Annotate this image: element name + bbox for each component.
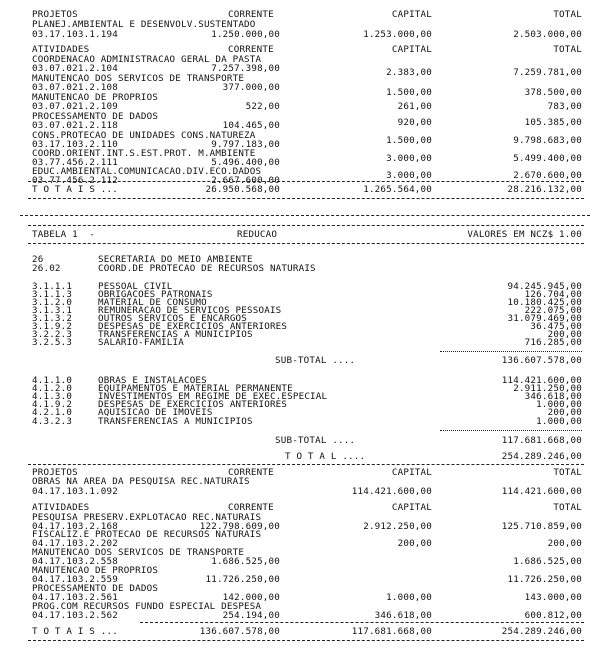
item-code: 4.1.9.2 [32,399,73,410]
top-atividade-total: 783,00 [547,101,582,112]
item-value: 114.421.600,00 [501,375,582,386]
top-atividade-corrente: 9.797.183,00 [211,139,280,150]
item-code: 4.1.2.0 [32,383,73,394]
top-atividade-corrente: 104.465,00 [222,120,280,131]
top-atividade-total: 9.798.683,00 [513,135,582,146]
top-atividade-capital: 3.000,00 [386,153,432,164]
orgao-code: 26.02 [32,263,61,274]
top-projetos-capital-header: CAPITAL [391,9,432,20]
page-break-rule [20,215,590,216]
bottom-atividades-total-header: TOTAL [553,502,582,513]
item-value: 716.285,00 [524,337,582,348]
bottom-atividade-capital: 200,00 [397,538,432,549]
bottom-atividade-corrente: 11.726.250,00 [205,574,280,585]
top-projetos-row-total: 2.503.000,00 [513,29,582,40]
item-code: 3.1.9.2 [32,321,73,332]
total-value: 254.289.246,00 [501,451,582,462]
item-value: 346.618,00 [524,391,582,402]
top-atividade-total: 7.259.781,00 [513,67,582,78]
item-code: 4.3.2.3 [32,416,73,427]
bottom-atividades-corrente-header: CORRENTE [228,502,274,513]
item-name: OUTROS SERVICOS E ENCARGOS [98,313,248,324]
top-atividade-desc: MANUTENCAO DE PROPRIOS [32,92,159,103]
bottom-projetos-row-total: 114.421.600,00 [501,486,582,497]
top-totais-corrente: 26.950.568,00 [205,184,280,195]
top-atividade-capital: 1.500,00 [386,87,432,98]
item-value: 94.245.945,00 [507,281,582,292]
item-code: 3.1.1.1 [32,281,73,292]
item-value: 31.079.469,00 [507,313,582,324]
tabela-bottom-rule [28,464,584,465]
top-atividade-desc: PROCESSAMENTO DE DADOS [32,111,159,122]
bottom-atividade-total: 143.000,00 [524,592,582,603]
item-code: 3.2.2.3 [32,329,73,340]
top-atividade-corrente: 2.667.600,00 [211,175,280,186]
top-atividade-code: 03.07.021.2.108 [32,82,118,93]
bottom-atividade-corrente: 1.686.525,00 [211,556,280,567]
top-projetos-row-desc: PLANEJ.AMBIENTAL E DESENVOLV.SUSTENTADO [32,19,256,30]
item-name: OBRIGACOES PATRONAIS [98,289,213,300]
item-name: OBRAS E INSTALACOES [98,375,207,386]
top-atividade-corrente: 5.496.400,00 [211,157,280,168]
top-atividade-corrente: 7.257.398,00 [211,63,280,74]
bottom-atividade-code: 04.17.103.2.168 [32,521,118,532]
bottom-atividade-desc: PESQUISA PRESERV.EXPLOTACAO REC.NATURAIS [32,512,262,523]
bottom-atividade-code: 04.17.103.2.561 [32,592,118,603]
item-value: 1.000,00 [536,416,582,427]
item-name: TRANSFERENCIAS A MUNICIPIOS [98,329,253,340]
top-totais-total: 28.216.132,00 [507,184,582,195]
top-atividade-corrente: 522,00 [245,101,280,112]
top-atividade-capital: 2.383,00 [386,67,432,78]
bottom-atividade-code: 04.17.103.2.562 [32,610,118,621]
item-code: 3.1.3.2 [32,313,73,324]
top-atividade-capital: 261,00 [397,101,432,112]
item-name: INVESTIMENTOS EM REGIME DE EXEC.ESPECIAL [98,391,328,402]
subtotal2-value: 117.681.668,00 [501,435,582,446]
item-name: DESPESAS DE EXERCICIOS ANTERIORES [98,321,288,332]
orgao-name: COORD.DE PROTECAO DE RECURSOS NATURAIS [98,263,316,274]
bottom-atividade-corrente: 254.194,00 [222,610,280,621]
bottom-totais-corrente: 136.607.578,00 [199,626,280,637]
tabela-valores: VALORES EM NCZ$ 1.00 [467,229,582,240]
item-value: 200,00 [547,329,582,340]
item-code: 3.1.3.1 [32,305,73,316]
bottom-totais-capital: 117.681.668,00 [351,626,432,637]
bottom-atividade-corrente: 122.798.609,00 [199,521,280,532]
bottom-projetos-total-header: TOTAL [553,467,582,478]
subtotal1-value: 136.607.578,00 [501,355,582,366]
bottom-atividade-capital: 346.618,00 [374,610,432,621]
item-value: 126.704,00 [524,289,582,300]
top-atividades-capital-header: CAPITAL [391,44,432,55]
top-atividade-desc: CONS.PROTECAO DE UNIDADES CONS.NATUREZA [32,130,256,141]
bottom-atividade-desc: FISCALIZ.E PROTECAO DE RECURSOS NATURAIS [32,529,262,540]
subtotal1-label: SUB-TOTAL .... [275,355,356,366]
top-atividade-code: 03.07.021.2.104 [32,63,118,74]
top-atividade-capital: 1.500,00 [386,135,432,146]
item-name: EQUIPAMENTOS E MATERIAL PERMANENTE [98,383,293,394]
top-atividade-code: 03.17.103.2.110 [32,139,118,150]
bottom-projetos-row-desc: OBRAS NA AREA DA PESQUISA REC.NATURAIS [32,476,250,487]
item-name: DESPESAS DE EXERCICIOS ANTERIORES [98,399,288,410]
bottom-atividade-total: 11.726.250,00 [507,574,582,585]
bottom-projetos-label: PROJETOS [32,467,78,478]
top-atividade-total: 2.670.600,00 [513,170,582,181]
bottom-projetos-row-code: 04.17.103.1.092 [32,486,118,497]
item-code: 4.2.1.0 [32,407,73,418]
bottom-atividade-code: 04.17.103.2.559 [32,574,118,585]
top-atividade-total: 105.385,00 [524,117,582,128]
top-totais-capital: 1.265.564,00 [363,184,432,195]
top-projetos-corrente-header: CORRENTE [228,9,274,20]
subtotal2-rule [440,430,582,431]
top-totais-label: T O T A I S ... [32,184,118,195]
top-atividade-capital: 920,00 [397,117,432,128]
bottom-atividade-code: 04.17.103.2.202 [32,538,118,549]
item-value: 200,00 [547,407,582,418]
tabela-top-rule [28,225,584,226]
tabela-reducao: REDUCAO [237,229,278,240]
tabela-header-rule [28,243,584,244]
item-name: REMUNERACAO DE SERVICOS PESSOAIS [98,305,282,316]
item-value: 36.475,00 [530,321,582,332]
top-projetos-label: PROJETOS [32,9,78,20]
bottom-atividade-capital: 2.912.250,00 [363,521,432,532]
tabela-title: TABELA 1 - [32,229,96,240]
top-atividade-desc: EDUC.AMBIENTAL.COMUNICACAO.DIV.ECO.DADOS [32,166,262,177]
item-name: TRANSFERENCIAS A MUNICIPIOS [98,416,253,427]
total-label: T O T A L .... [285,451,366,462]
bottom-atividade-total: 600.812,00 [524,610,582,621]
bottom-atividade-desc: MANUTENCAO DE PROPRIOS [32,565,159,576]
item-value: 2.911.250,00 [513,383,582,394]
bottom-totais-underline [28,640,584,641]
orgao-code: 26 [32,254,44,265]
top-atividade-code: 03.77.456.2.111 [32,157,118,168]
top-projetos-row-capital: 1.253.000,00 [363,29,432,40]
top-atividade-code: 03.07.021.2.109 [32,101,118,112]
item-value: 1.000,00 [536,399,582,410]
top-atividade-corrente: 377.000,00 [222,82,280,93]
bottom-atividade-desc: MANUTENCAO DOS SERVICOS DE TRANSPORTE [32,547,245,558]
bottom-totais-total: 254.289.246,00 [501,626,582,637]
item-name: AQUISICAO DE IMOVEIS [98,407,213,418]
top-projetos-row-code: 03.17.103.1.194 [32,29,118,40]
top-atividade-code: 03.77.456.2.112 [32,175,118,186]
bottom-projetos-corrente-header: CORRENTE [228,467,274,478]
item-code: 3.2.5.3 [32,337,73,348]
top-atividade-desc: COORDENACAO ADMINISTRACAO GERAL DA PASTA [32,54,262,65]
bottom-atividade-total: 200,00 [547,538,582,549]
item-name: PESSOAL CIVIL [98,281,173,292]
item-name: MATERIAL DE CONSUMO [98,297,207,308]
item-code: 3.1.1.3 [32,289,73,300]
top-atividade-code: 03.07.021.2.118 [32,120,118,131]
bottom-atividades-capital-header: CAPITAL [391,502,432,513]
bottom-projetos-row-capital: 114.421.600,00 [351,486,432,497]
top-atividade-total: 378.500,00 [524,87,582,98]
top-atividade-desc: COORD.ORIENT.INT.S.EST.PROT. M.AMBIENTE [32,148,256,159]
item-name: SALARIO-FAMILIA [98,337,184,348]
bottom-atividade-capital: 1.000,00 [386,592,432,603]
bottom-atividades-label: ATIVIDADES [32,502,90,513]
bottom-atividade-corrente: 142.000,00 [222,592,280,603]
item-code: 4.1.3.0 [32,391,73,402]
subtotal2-label: SUB-TOTAL .... [275,435,356,446]
top-atividades-label: ATIVIDADES [32,44,90,55]
top-totais-underline [28,198,584,199]
top-projetos-total-header: TOTAL [553,9,582,20]
item-value: 222.075,00 [524,305,582,316]
bottom-projetos-capital-header: CAPITAL [391,467,432,478]
subtotal1-rule [440,351,582,352]
bottom-atividade-desc: PROG.COM RECURSOS FUNDO ESPECIAL DESPESA [32,601,262,612]
item-code: 3.1.2.0 [32,297,73,308]
top-projetos-row-corrente: 1.250.000,00 [211,29,280,40]
top-atividade-desc: MANUTENCAO DOS SERVICOS DE TRANSPORTE [32,73,245,84]
bottom-atividade-total: 1.686.525,00 [513,556,582,567]
item-value: 10.180.425,00 [507,297,582,308]
top-atividade-capital: 3.000,00 [386,170,432,181]
bottom-atividade-code: 04.17.103.2.558 [32,556,118,567]
bottom-atividade-total: 125.710.859,00 [501,521,582,532]
top-atividade-total: 5.499.400,00 [513,153,582,164]
top-atividades-total-header: TOTAL [553,44,582,55]
item-code: 4.1.1.0 [32,375,73,386]
bottom-totais-label: T O T A I S ... [32,626,118,637]
orgao-name: SECRETARIA DO MEIO AMBIENTE [98,254,253,265]
bottom-totais-separator [140,622,584,623]
bottom-atividade-desc: PROCESSAMENTO DE DADOS [32,583,159,594]
top-totais-separator [28,181,584,182]
top-atividades-corrente-header: CORRENTE [228,44,274,55]
